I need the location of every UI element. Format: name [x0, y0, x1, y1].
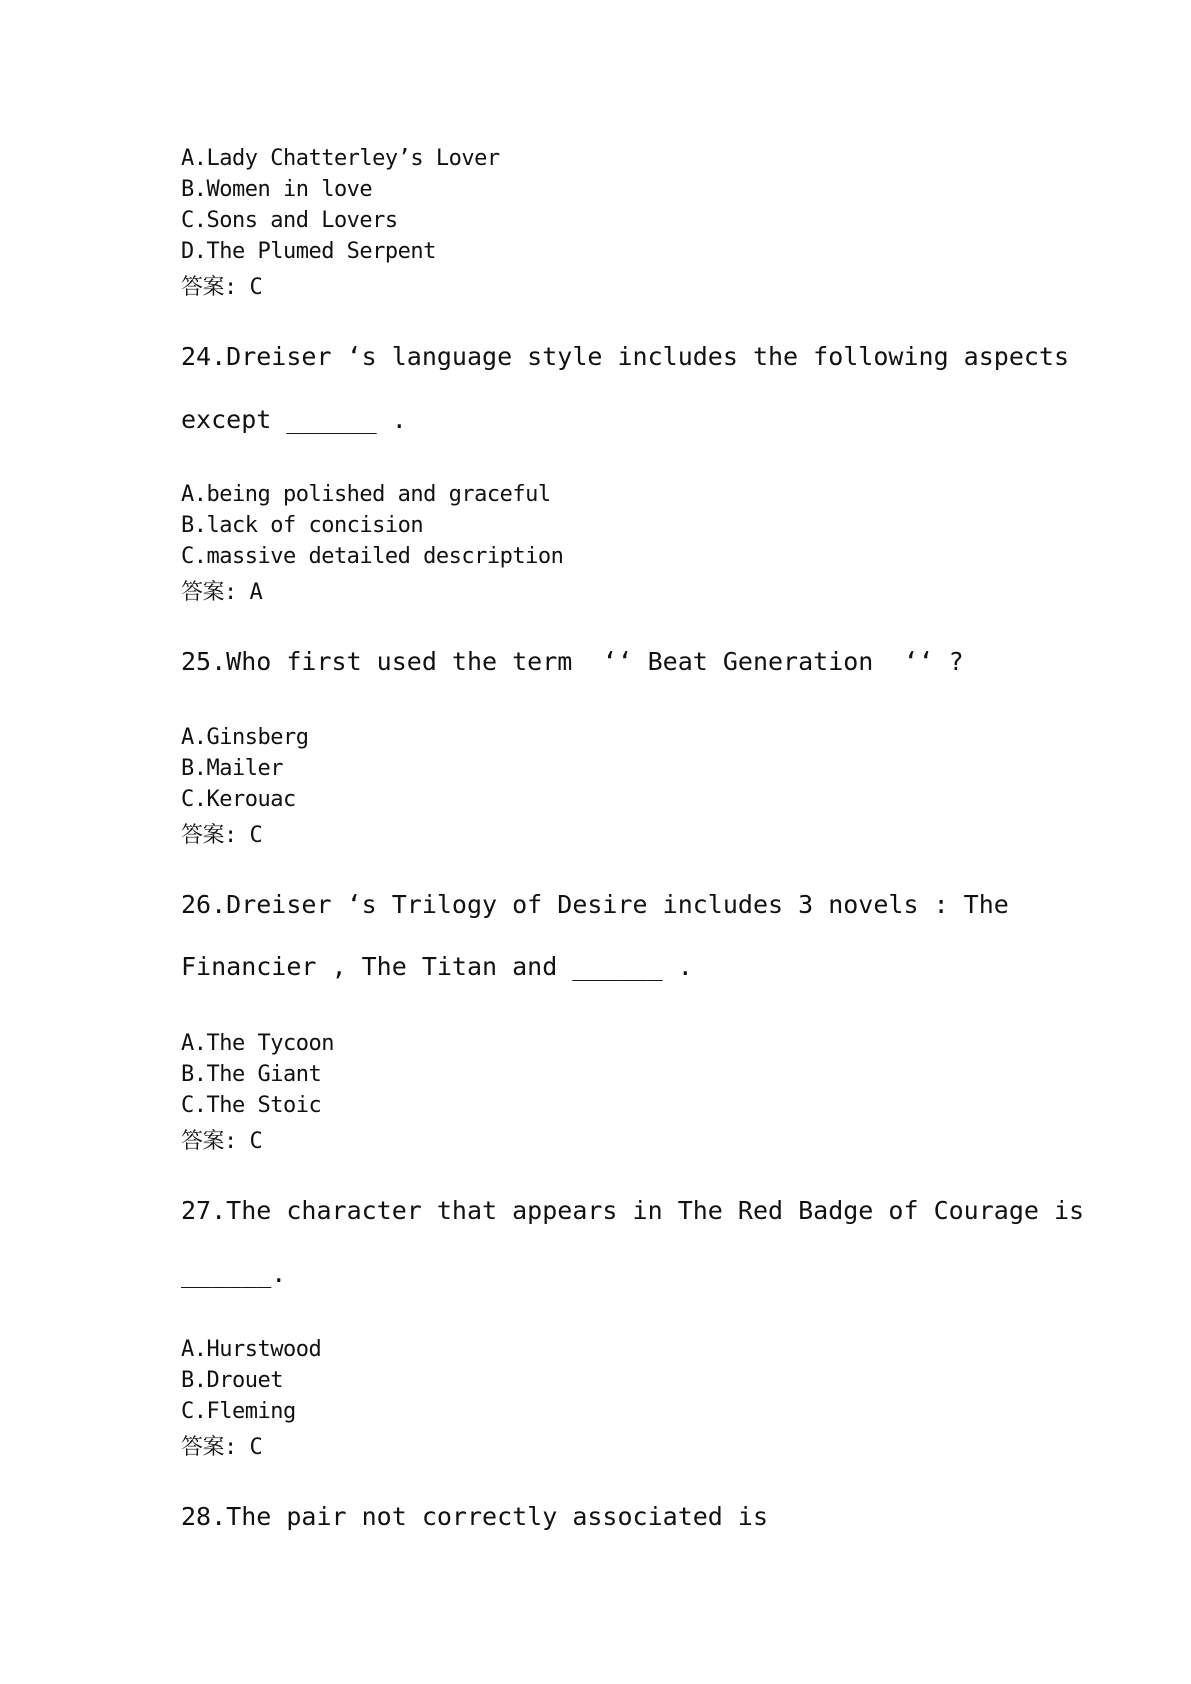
option-a: A.Hurstwood	[181, 1337, 322, 1362]
option-c: C.Fleming	[181, 1399, 296, 1424]
option-b: B.lack of concision	[181, 513, 424, 538]
option-b: B.Drouet	[181, 1368, 283, 1393]
option-c: C.Sons and Lovers	[181, 208, 398, 233]
answer-line: 答案: C	[181, 1435, 263, 1460]
question-28-stem: 28.The pair not correctly associated is	[181, 1502, 768, 1531]
option-c: C.massive detailed description	[181, 544, 564, 569]
option-b: B.Women in love	[181, 177, 373, 202]
option-b: B.The Giant	[181, 1062, 322, 1087]
question-27-stem-cont: ______.	[181, 1259, 287, 1288]
question-26-stem-cont: Financier , The Titan and ______ .	[181, 952, 693, 981]
question-26-stem: 26.Dreiser ‘s Trilogy of Desire includes 3 novels : The	[181, 890, 1009, 919]
answer-line: 答案: C	[181, 1129, 263, 1154]
question-24-stem-cont: except ______ .	[181, 405, 407, 434]
option-b: B.Mailer	[181, 756, 283, 781]
question-25-stem: 25.Who first used the term ‘‘ Beat Generation ‘‘ ?	[181, 647, 964, 676]
question-24-stem: 24.Dreiser ‘s language style includes the following aspects	[181, 342, 1070, 371]
answer-line: 答案: A	[181, 580, 263, 605]
option-a: A.being polished and graceful	[181, 482, 551, 507]
option-a: A.Lady Chatterley’s Lover	[181, 146, 500, 171]
answer-line: 答案: C	[181, 823, 263, 848]
option-c: C.The Stoic	[181, 1093, 322, 1118]
option-a: A.Ginsberg	[181, 725, 309, 750]
option-d: D.The Plumed Serpent	[181, 239, 436, 264]
question-27-stem: 27.The character that appears in The Red Badge of Courage is	[181, 1196, 1085, 1225]
answer-line: 答案: C	[181, 275, 263, 300]
option-c: C.Kerouac	[181, 787, 296, 812]
option-a: A.The Tycoon	[181, 1031, 334, 1056]
